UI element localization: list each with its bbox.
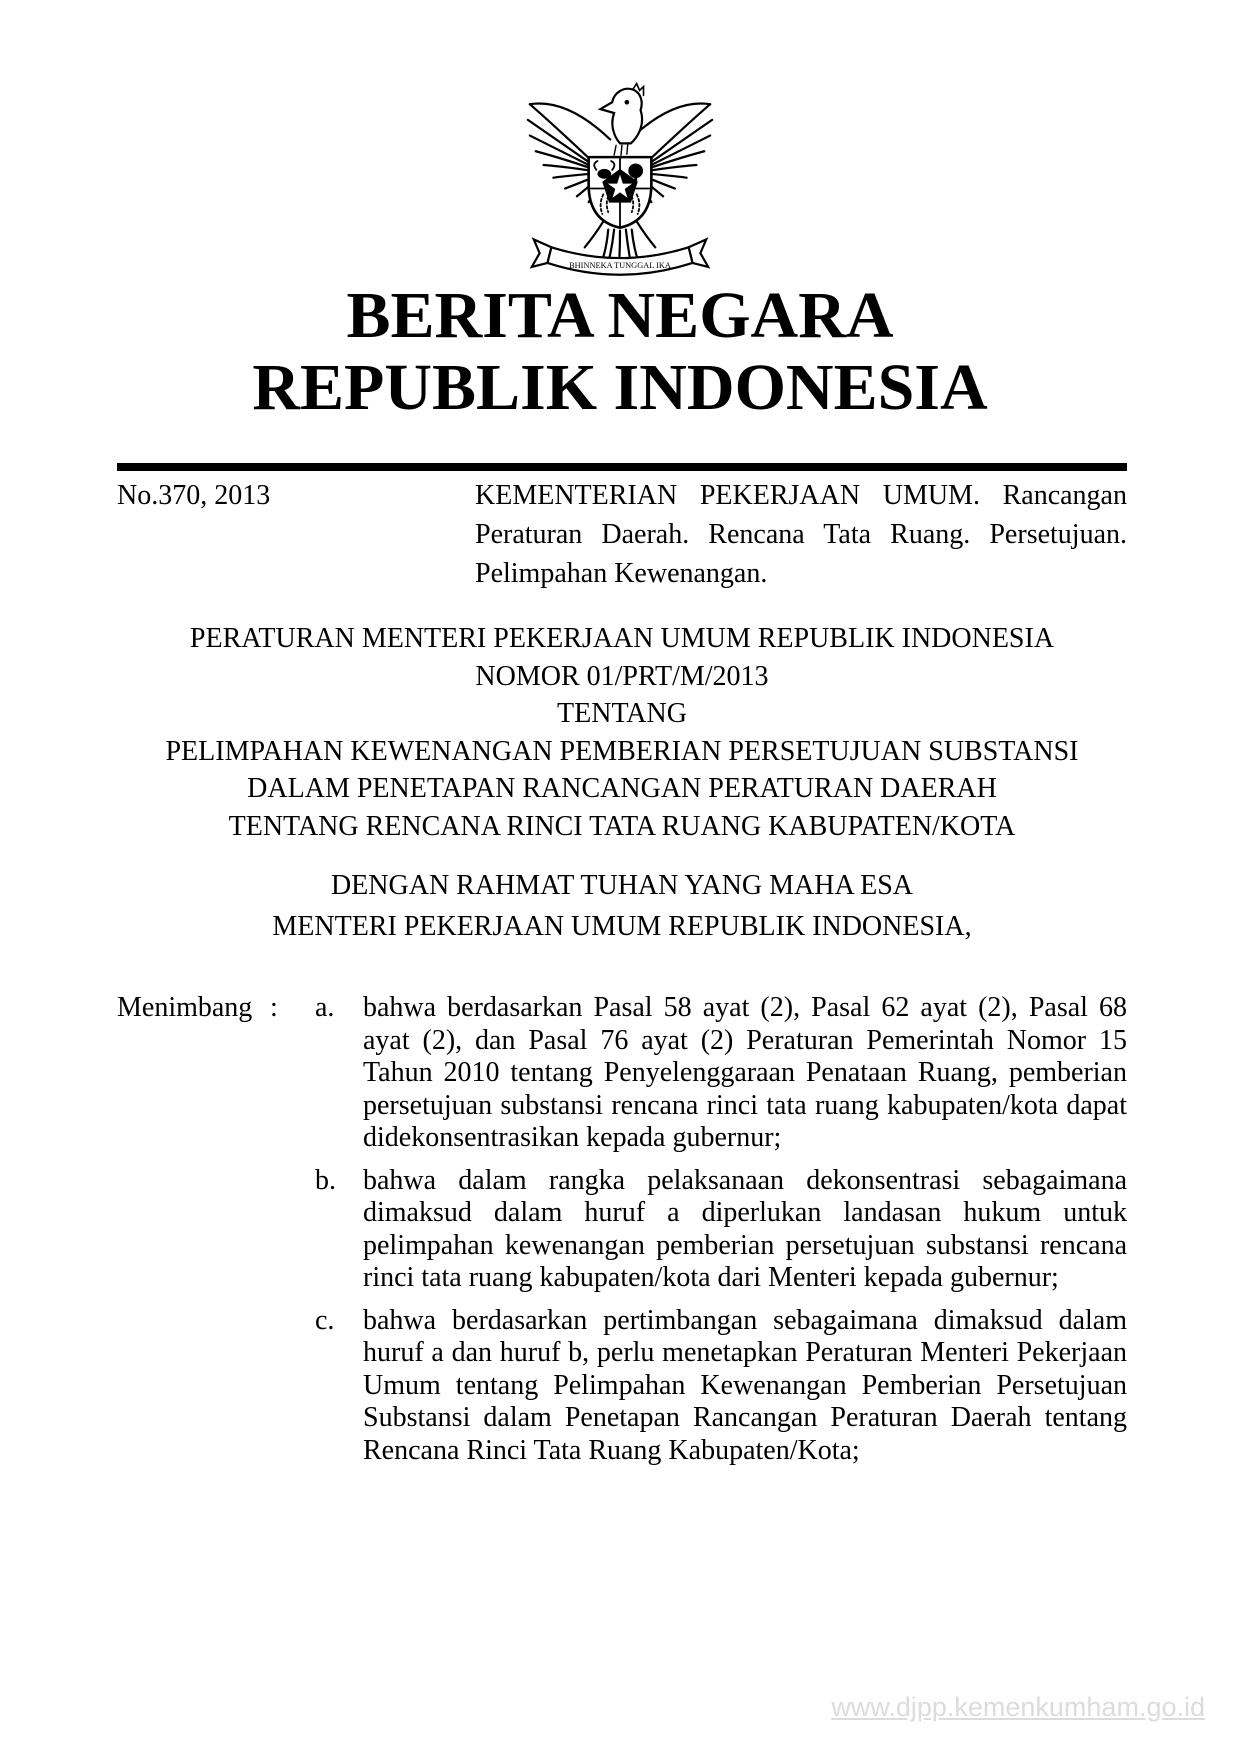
emblem-container xyxy=(0,82,1240,294)
watermark-url: www.djpp.kemenkumham.go.id xyxy=(831,1692,1205,1722)
regulation-title-line-4: PELIMPAHAN KEWENANGAN PEMBERIAN PERSETUJUAN SUBSTANSI xyxy=(165,735,1079,767)
consideration-item-text: bahwa berdasarkan pertimbangan sebagaimana dimaksud dalam huruf a dan huruf b, perlu menetapkan Peraturan Menteri Pekerjaan Umum tentang Pelimpahan Kewenangan Pemberian Persetujuan Substansi dalam Penetapan Rancangan Peraturan Daerah tentang Rencana Rinci Tata Ruang Kabupaten/Kota; xyxy=(363,1304,1127,1466)
subject-abstract: KEMENTERIAN PEKERJAAN UMUM. Rancangan Peraturan Daerah. Rencana Tata Ruang. Persetujuan. Pelimpahan Kewenangan. xyxy=(475,480,1127,589)
right-leg xyxy=(636,220,656,247)
masthead-divider xyxy=(117,463,1127,471)
consideration-item-text: bahwa dalam rangka pelaksanaan dekonsentrasi sebagaimana dimaksud dalam huruf a diperlukan landasan hukum untuk pelimpahan kewenangan pemberian persetujuan substansi rencana rinci tata ruang kabupaten/kota dari Menteri kepada gubernur; xyxy=(363,1164,1127,1293)
gazette-title-line-1: BERITA NEGARA xyxy=(346,279,894,352)
regulation-title-line-2: NOMOR 01/PRT/M/2013 xyxy=(475,660,769,692)
regulation-title-line-5: DALAM PENETAPAN RANCANGAN PERATURAN DAERAH xyxy=(247,773,997,804)
invocation-block xyxy=(117,866,1127,946)
motto-text: BHINNEKA TUNGGAL IKA xyxy=(569,260,671,270)
regulation-title-line-6: TENTANG RENCANA RINCI TATA RUANG KABUPATEN/KOTA xyxy=(228,810,1016,842)
pancasila-shield xyxy=(589,157,652,228)
garuda-pancasila-icon xyxy=(522,82,718,294)
invocation-line: DENGAN RAHMAT TUHAN YANG MAHA ESA xyxy=(330,870,914,901)
regulation-title xyxy=(117,620,1127,845)
regulation-title-line-1: PERATURAN MENTERI PEKERJAAN UMUM REPUBLIK INDONESIA xyxy=(189,623,1055,654)
left-leg xyxy=(585,220,605,247)
consideration-item-text: bahwa berdasarkan Pasal 58 ayat (2), Pasal 62 ayat (2), Pasal 68 ayat (2), dan Pasal 76 ayat (2) Peraturan Pemerintah Nomor 15 Tahun 2010 tentang Penyelenggaraan Penataan Ruang, pemberian persetujuan substansi rencana rinci tata ruang kabupaten/kota dapat didekonsentrasikan kepada gubernur; xyxy=(363,992,1127,1153)
consideration-item-letter: a. xyxy=(315,992,335,1023)
issue-number: No.370, 2013 xyxy=(117,480,271,511)
issue-row xyxy=(117,476,1127,593)
banyan-tree-symbol xyxy=(628,164,643,179)
regulation-title-line-3: TENTANG xyxy=(557,698,687,729)
eagle-head xyxy=(600,84,643,156)
consideration-item-letter: b. xyxy=(315,1164,336,1196)
considerations-section xyxy=(117,992,1127,1467)
considerations-label: Menimbang xyxy=(117,992,253,1023)
gazette-title-line-2: REPUBLIK INDONESIA xyxy=(252,351,988,424)
gazette-masthead xyxy=(0,280,1240,424)
considerations-separator: : xyxy=(270,992,278,1023)
authority-line: MENTERI PEKERJAAN UMUM REPUBLIK INDONESIA, xyxy=(272,911,972,942)
consideration-item-letter: c. xyxy=(315,1304,335,1336)
